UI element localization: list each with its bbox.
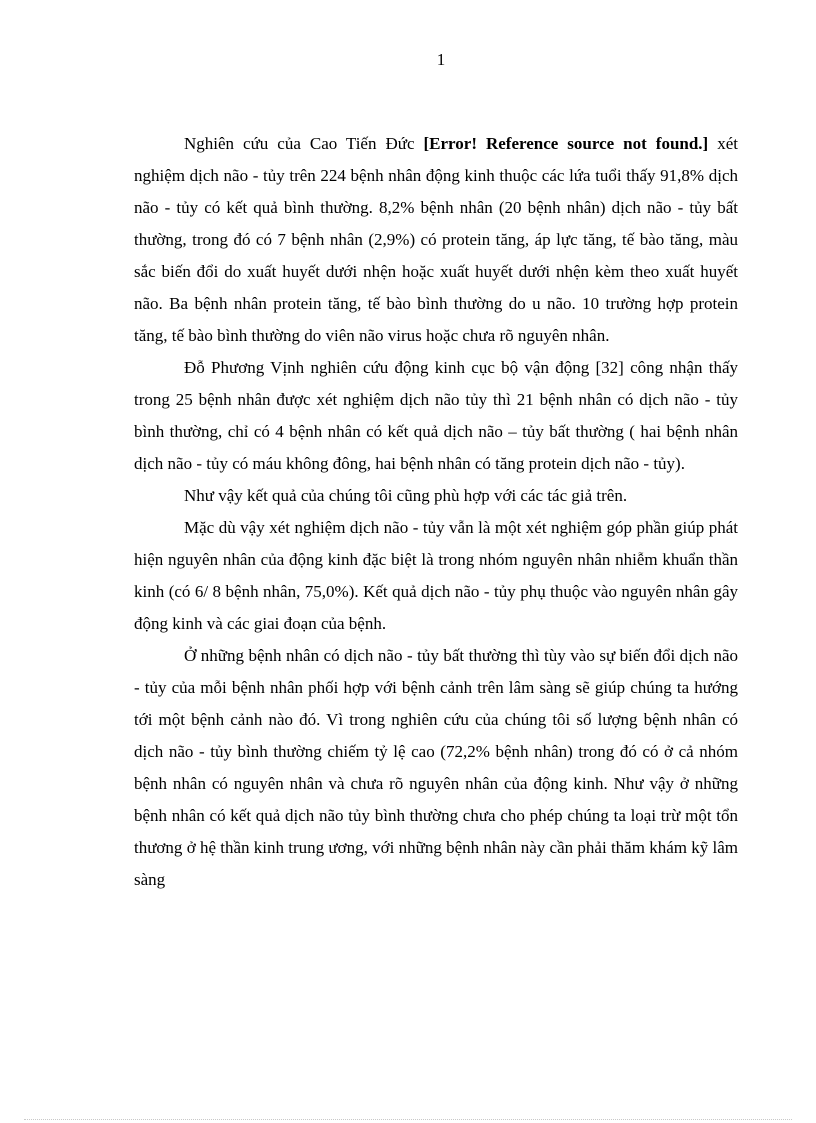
- document-body: [134, 128, 738, 896]
- paragraph-1-lead: Nghiên cứu của Cao Tiến Đức: [184, 134, 424, 153]
- paragraph-2: Đỗ Phương Vịnh nghiên cứu động kinh cục bộ vận động [32] công nhận thấy trong 25 bệnh nhân được xét nghiệm dịch não tủy thì 21 bệnh nhân có dịch não - tủy bình thường, chỉ có 4 bệnh nhân có kết quả dịch não – tủy bất thường ( hai bệnh nhân dịch não - tủy có máu không đông, hai bệnh nhân có tăng protein dịch não - tủy).: [134, 358, 738, 473]
- reference-error: [Error! Reference source not found.]: [423, 134, 709, 153]
- paragraph-4: Mặc dù vậy xét nghiệm dịch não - tủy vẫn là một xét nghiệm góp phần giúp phát hiện nguyên nhân của động kinh đặc biệt là trong nhóm nguyên nhân nhiễm khuẩn thần kinh (có 6/ 8 bệnh nhân, 75,0%). Kết quả dịch não - tủy phụ thuộc vào nguyên nhân gây động kinh và các giai đoạn của bệnh.: [134, 518, 738, 633]
- paragraph-1-rest: xét nghiệm dịch não - tủy trên 224 bệnh nhân động kinh thuộc các lứa tuổi thấy 91,8% dịch não - tủy có kết quả bình thường. 8,2% bệnh nhân (20 bệnh nhân) dịch não - tủy bất thường, trong đó có 7 bệnh nhân (2,9%) có protein tăng, áp lực tăng, tế bào tăng, màu sắc biến đổi do xuất huyết dưới nhện hoặc xuất huyết dưới nhện kèm theo xuất huyết não. Ba bệnh nhân protein tăng, tế bào bình thường do u não. 10 trường hợp protein tăng, tế bào bình thường do viên não virus hoặc chưa rõ nguyên nhân.: [134, 134, 738, 345]
- page-number: 1: [436, 50, 446, 69]
- paragraph-5: Ở những bệnh nhân có dịch não - tủy bất thường thì tùy vào sự biến đổi dịch não - tủy của mỗi bệnh nhân phối hợp với bệnh cảnh trên lâm sàng sẽ giúp chúng ta hướng tới một bệnh cảnh nào đó. Vì trong nghiên cứu của chúng tôi số lượng bệnh nhân có dịch não - tủy bình thường chiếm tỷ lệ cao (72,2% bệnh nhân) trong đó có ở cả nhóm bệnh nhân có nguyên nhân và chưa rõ nguyên nhân của động kinh. Như vậy ở những bệnh nhân có kết quả dịch não tủy bình thường chưa cho phép chúng ta loại trừ một tổn thương ở hệ thần kinh trung ương, với những bệnh nhân này cần phải thăm khám kỹ lâm sàng: [134, 646, 738, 889]
- paragraph-1: [134, 128, 738, 352]
- paragraph-3: Như vậy kết quả của chúng tôi cũng phù hợp với các tác giả trên.: [184, 486, 628, 505]
- page-bottom-divider: [24, 1119, 792, 1120]
